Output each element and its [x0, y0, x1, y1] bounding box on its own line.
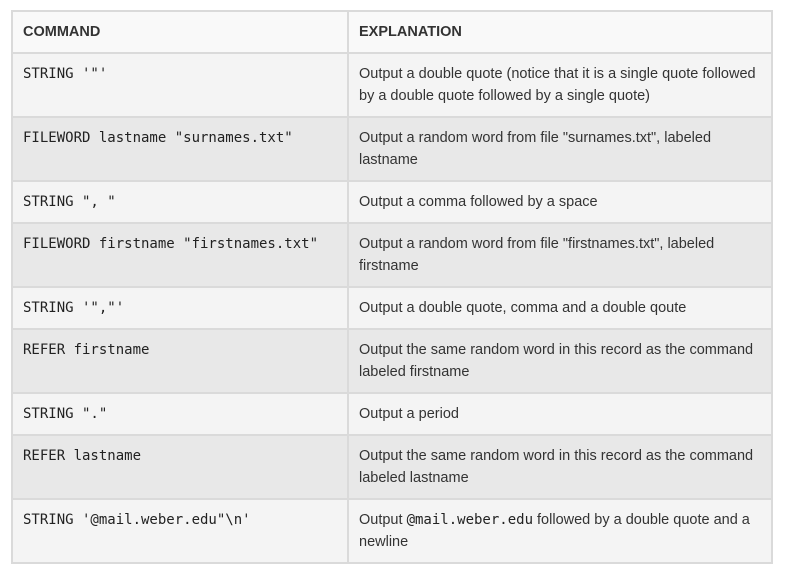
- table-row: [12, 499, 772, 563]
- command-cell: FILEWORD firstname "firstnames.txt": [12, 223, 348, 287]
- header-row: [12, 11, 772, 53]
- explanation-cell: Output a double quote, comma and a double qoute: [348, 287, 772, 329]
- table-row: [12, 181, 772, 223]
- command-table-container: [11, 10, 771, 564]
- command-cell: REFER lastname: [12, 435, 348, 499]
- command-cell: STRING ".": [12, 393, 348, 435]
- command-cell: STRING '"': [12, 53, 348, 117]
- explanation-prefix: Output: [359, 512, 407, 528]
- table-row: [12, 117, 772, 181]
- inline-code: @mail.weber.edu: [406, 512, 533, 528]
- column-header-command: COMMAND: [12, 11, 348, 53]
- table-row: [12, 53, 772, 117]
- explanation-cell: Output a random word from file "surnames.txt", labeled lastname: [348, 117, 772, 181]
- explanation-cell: [348, 499, 772, 563]
- explanation-cell: Output the same random word in this record as the command labeled lastname: [348, 435, 772, 499]
- command-cell: REFER firstname: [12, 329, 348, 393]
- command-cell: STRING '","': [12, 287, 348, 329]
- explanation-cell: Output a period: [348, 393, 772, 435]
- table-row: [12, 287, 772, 329]
- table-body: [12, 53, 772, 563]
- command-cell: STRING ", ": [12, 181, 348, 223]
- command-table: [11, 10, 773, 564]
- explanation-cell: Output a random word from file "firstnames.txt", labeled firstname: [348, 223, 772, 287]
- column-header-explanation: EXPLANATION: [348, 11, 772, 53]
- explanation-cell: Output the same random word in this record as the command labeled firstname: [348, 329, 772, 393]
- table-row: [12, 393, 772, 435]
- explanation-cell: Output a double quote (notice that it is a single quote followed by a double quote followed by a single quote): [348, 53, 772, 117]
- command-cell: FILEWORD lastname "surnames.txt": [12, 117, 348, 181]
- command-cell: STRING '@mail.weber.edu"\n': [12, 499, 348, 563]
- explanation-cell: Output a comma followed by a space: [348, 181, 772, 223]
- explanation-suffix: followed by a double quote and a newline: [359, 512, 750, 550]
- table-row: [12, 435, 772, 499]
- table-header: [12, 11, 772, 53]
- table-row: [12, 329, 772, 393]
- table-row: [12, 223, 772, 287]
